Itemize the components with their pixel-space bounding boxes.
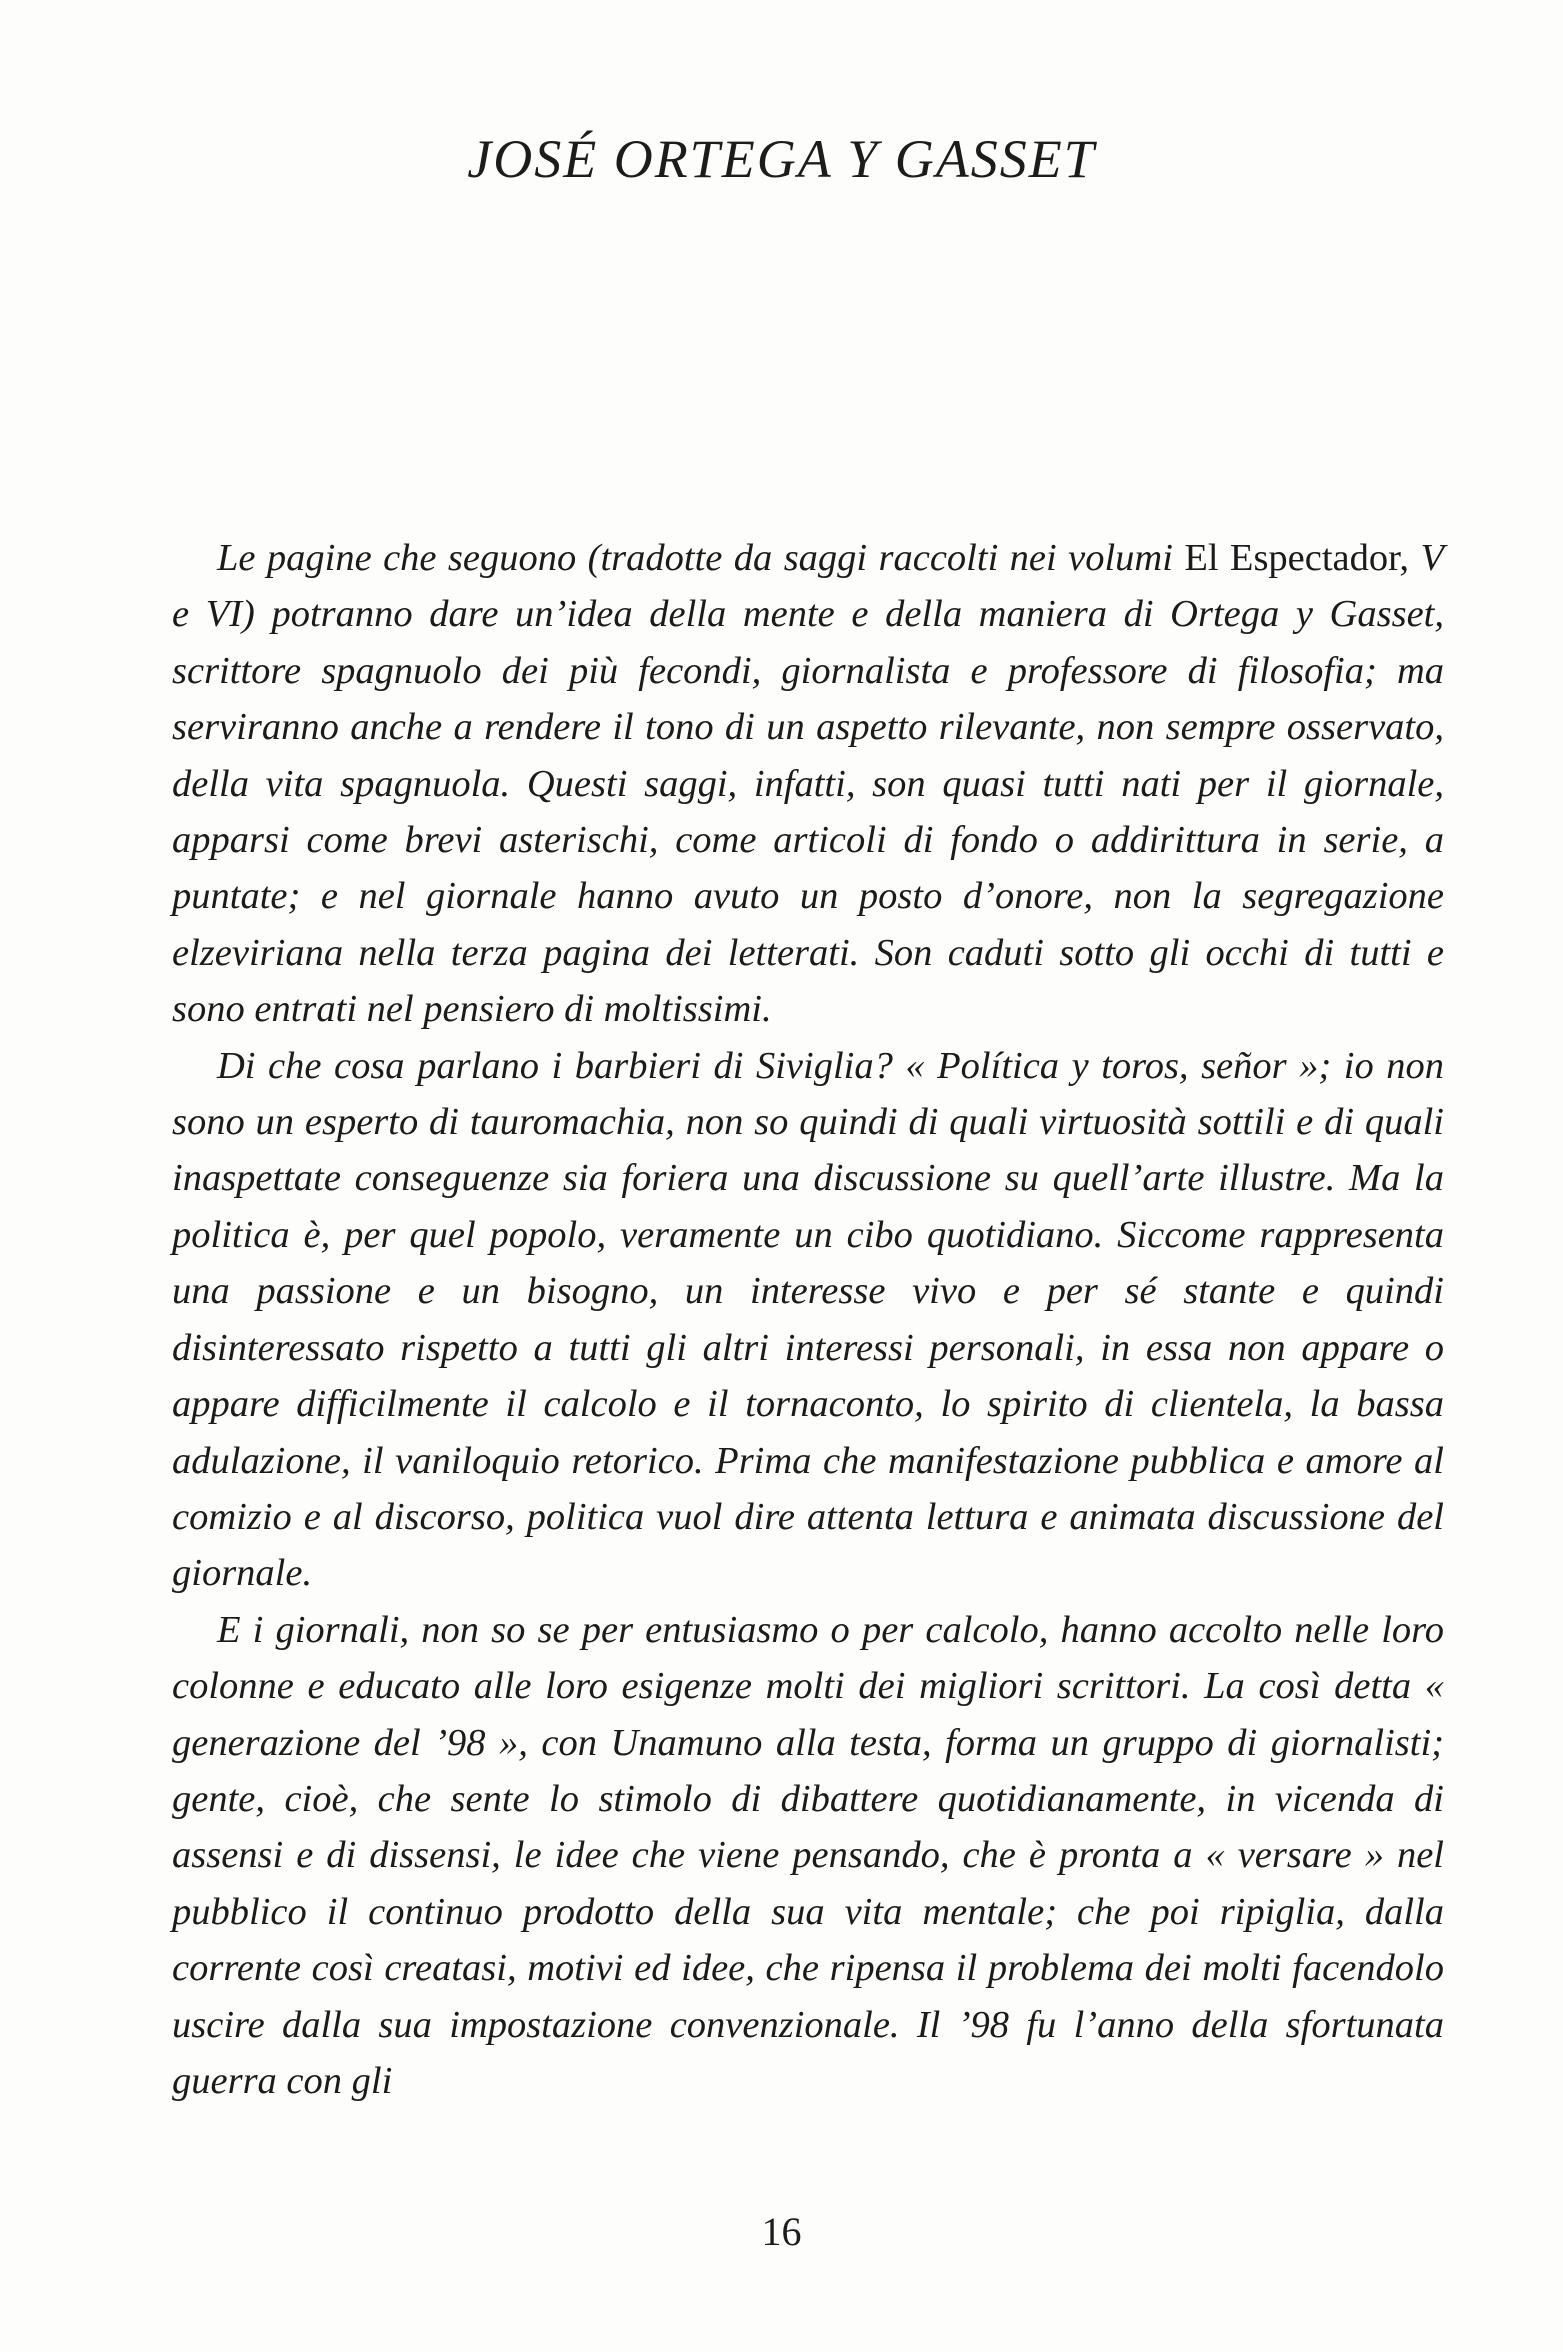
paragraph-2	[172, 1038, 1444, 1602]
paragraph-2-text: Di che cosa parlano i barbieri di Siviglia? « Política y toros, señor »; io non sono un esperto di tauromachia, non so quindi di quali virtuosità sottili e di quali inaspettate conseguenze sia foriera una discussione su quell’arte illustre. Ma la politica è, per quel popolo, veramente un cibo quotidiano. Siccome rappresenta una passione e un bisogno, un interesse vivo e per sé stante e quindi disinteressato rispetto a tutti gli altri interessi personali, in essa non appare o appare difficilmente il calcolo e il tornaconto, lo spirito di clientela, la bassa adulazione, il vaniloquio retorico. Prima che manifestazione pubblica e amore al comizio e al discorso, politica vuol dire attenta lettura e animata discussione del giornale.	[172, 1044, 1444, 1595]
running-title: JOSÉ ORTEGA Y GASSET	[467, 129, 1096, 189]
paragraph-1-segment-1: Le pagine che seguono (tradotte da saggi raccolti nei volumi	[217, 537, 1185, 579]
paragraph-1-segment-3: V e VI) potranno dare un’idea della mente e della maniera di Ortega y Gasset, scrittore spagnuolo dei più fecondi, giornalista e professore di filosofia; ma serviranno anche a rendere il tono di un aspetto rilevante, non sempre osservato, della vita spagnuola. Questi saggi, infatti, son quasi tutti nati per il giornale, apparsi come brevi asterischi, come articoli di fondo o addirittura in serie, a puntate; e nel giornale hanno avuto un posto d’onore, non la segregazione elzeviriana nella terza pagina dei letterati. Son caduti sotto gli occhi di tutti e sono entrati nel pensiero di moltissimi.	[172, 537, 1444, 1031]
paragraph-3	[172, 1602, 1444, 2110]
page-number: 16	[761, 2209, 802, 2254]
book-title-el-espectador: El Espectador,	[1184, 537, 1410, 579]
paragraph-3-text: E i giornali, non so se per entusiasmo o per calcolo, hanno accolto nelle loro colonne e educato alle loro esigenze molti dei migliori scrittori. La così detta « generazione del ’98 », con Unamuno alla testa, forma un gruppo di giornalisti; gente, cioè, che sente lo stimolo di dibattere quotidianamente, in vicenda di assensi e di dissensi, le idee che viene pensando, che è pronta a « versare » nel pubblico il continuo prodotto della sua vita mentale; che poi ripiglia, dalla corrente così creatasi, motivi ed idee, che ripensa il problema dei molti facendolo uscire dalla sua impostazione convenzionale. Il ’98 fu l’anno della sfortunata guerra con gli	[172, 1608, 1444, 2102]
body-text	[172, 530, 1444, 2109]
paragraph-1	[172, 530, 1444, 1038]
